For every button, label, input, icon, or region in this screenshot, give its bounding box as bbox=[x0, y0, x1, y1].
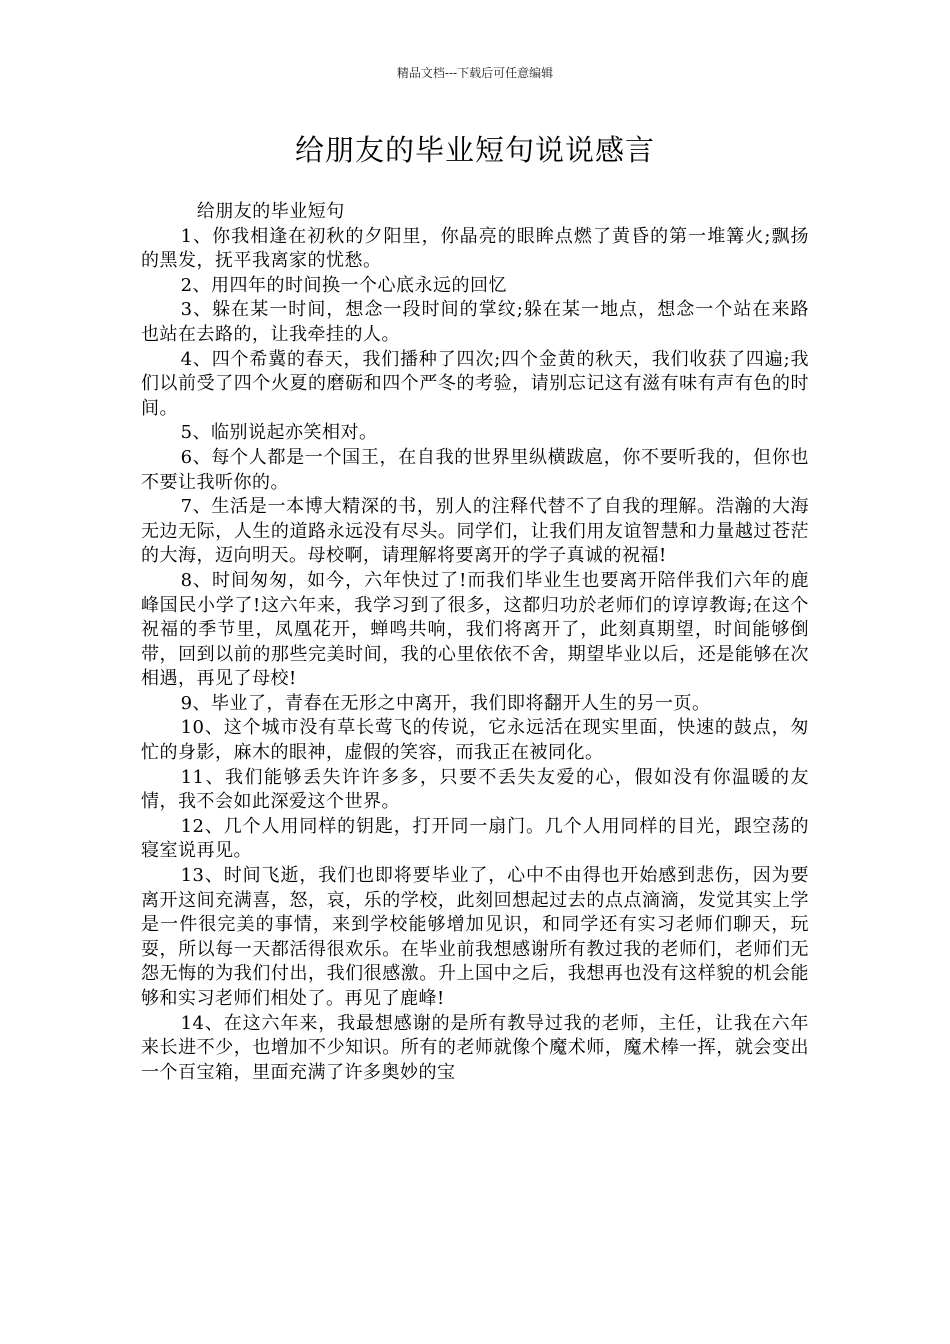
section-subheading: 给朋友的毕业短句 bbox=[196, 201, 345, 222]
document-body bbox=[141, 200, 809, 1085]
paragraph-7: 7、生活是一本博大精深的书，别人的注释代替不了自我的理解。浩瀚的大海无边无际，人生的道路永远没有尽头。同学们，让我们用友谊智慧和力量越过苍茫的大海，迈向明天。母校啊，请理解将要离开的学子真诚的祝福! bbox=[141, 496, 809, 567]
paragraph-3: 3、躲在某一时间，想念一段时间的掌纹;躲在某一地点，想念一个站在来路也站在去路的，让我牵挂的人。 bbox=[141, 299, 809, 345]
paragraph-11: 11、我们能够丢失许许多多，只要不丢失友爱的心，假如没有你温暖的友情，我不会如此深爱这个世界。 bbox=[141, 766, 809, 813]
paragraph-1: 1、你我相逢在初秋的夕阳里，你晶亮的眼眸点燃了黄昏的第一堆篝火;飘扬的黑发，抚平我离家的忧愁。 bbox=[141, 225, 809, 272]
paragraph-6: 6、每个人都是一个国王，在自我的世界里纵横跋扈，你不要听我的，但你也不要让我听你的。 bbox=[141, 446, 809, 493]
paragraph-8: 8、时间匆匆，如今，六年快过了!而我们毕业生也要离开陪伴我们六年的鹿峰国民小学了!这六年来，我学习到了很多，这都归功於老师们的谆谆教诲;在这个祝福的季节里，凤凰花开，蝉鸣共响，我们将离开了，此刻真期望，时间能够倒带，回到以前的那些完美时间，我的心里依依不舍，期望毕业以后，还是能够在次相遇，再见了母校! bbox=[141, 569, 809, 690]
paragraph-14: 14、在这六年来，我最想感谢的是所有教导过我的老师，主任，让我在六年来长进不少，也增加不少知识。所有的老师就像个魔术师，魔术棒一挥，就会变出一个百宝箱，里面充满了许多奥妙的宝 bbox=[141, 1012, 809, 1083]
paragraph-10: 10、这个城市没有草长莺飞的传说，它永远活在现实里面，快速的鼓点，匆忙的身影，麻木的眼神，虚假的笑容，而我正在被同化。 bbox=[141, 717, 809, 764]
header-note: 精品文档---下载后可任意编辑 bbox=[396, 66, 554, 80]
paragraph-5: 5、临别说起亦笑相对。 bbox=[180, 422, 378, 444]
document-title: 给朋友的毕业短句说说感言 bbox=[294, 133, 655, 167]
paragraph-2: 2、用四年的时间换一个心底永远的回忆 bbox=[180, 274, 508, 296]
paragraph-4: 4、四个希冀的春天，我们播种了四次;四个金黄的秋天，我们收获了四遍;我们以前受了四个火夏的磨砺和四个严冬的考验，请别忘记这有滋有味有声有色的时间。 bbox=[141, 348, 809, 419]
paragraph-12: 12、几个人用同样的钥匙，打开同一扇门。几个人用同样的目光，跟空荡的寝室说再见。 bbox=[141, 815, 809, 862]
paragraph-9: 9、毕业了，青春在无形之中离开，我们即将翻开人生的另一页。 bbox=[180, 692, 711, 714]
paragraph-13: 13、时间飞逝，我们也即将要毕业了，心中不由得也开始感到悲伤，因为要离开这间充满喜，怒，哀，乐的学校，此刻回想起过去的点点滴滴，发觉其实上学是一件很完美的事情，来到学校能够增加见识，和同学还有实习老师们聊天，玩耍，所以每一天都活得很欢乐。在毕业前我想感谢所有教过我的老师们，老师们无怨无悔的为我们付出，我们很感激。升上国中之后，我想再也没有这样貌的机会能够和实习老师们相处了。再见了鹿峰! bbox=[141, 865, 809, 1009]
